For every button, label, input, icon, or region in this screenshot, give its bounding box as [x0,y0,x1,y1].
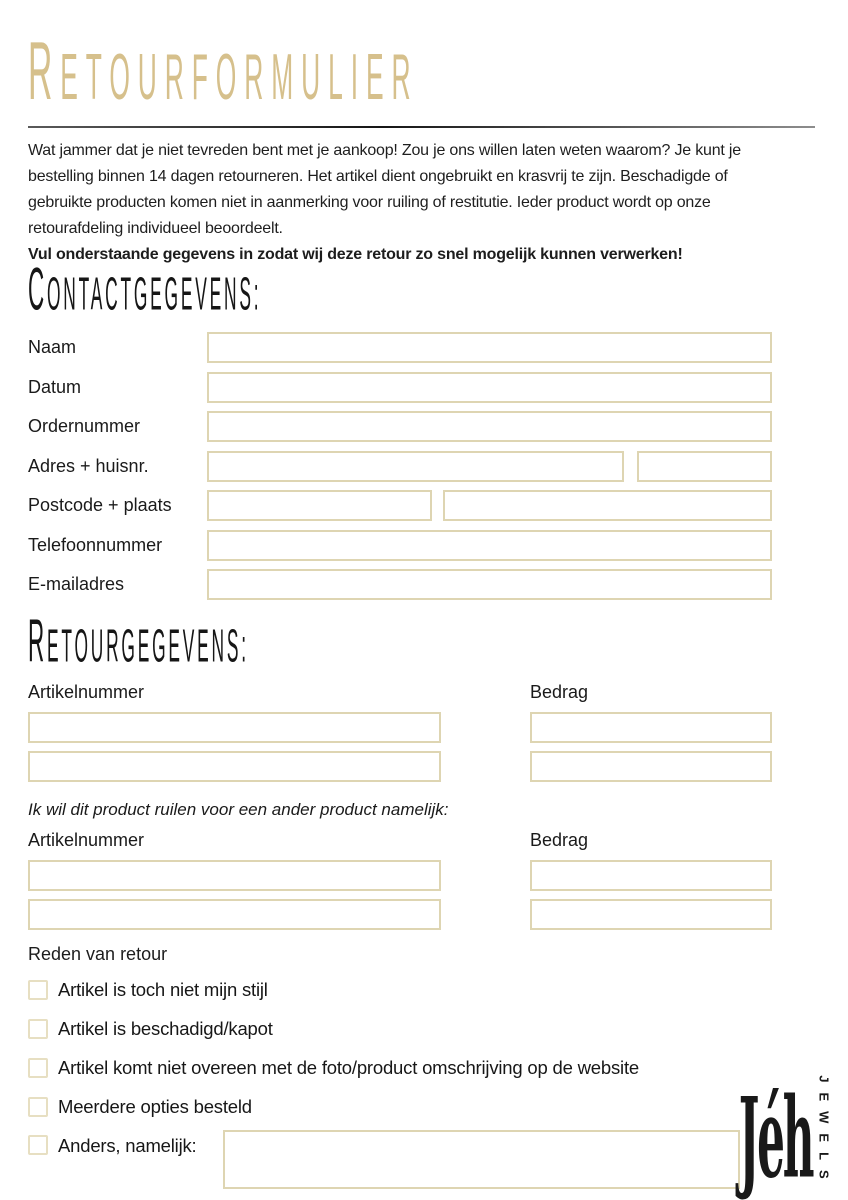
bedrag-2-input[interactable] [530,751,772,782]
jeh-jewels-logo [681,1070,834,1200]
intro-bold-paragraph: Vul onderstaande gegevens in zodat wij deze retour zo snel mogelijk kunnen verwerken! [28,246,683,263]
retour-section-heading-wrap [28,609,820,675]
title-divider [28,126,815,128]
telefoon-label: Telefoonnummer [28,534,163,555]
postcode-label: Postcode + plaats [28,495,172,515]
naam-input[interactable] [207,332,772,363]
email-label: E-mailadres [28,574,125,594]
reason-checkbox-beschadigd[interactable] [28,1019,48,1039]
exchange-items-labels [28,830,772,852]
return-items-labels [28,682,772,704]
exchange-artikelnummer-2-input[interactable] [28,899,441,930]
reason-row-beschadigd [28,1013,820,1044]
artikelnummer-2-input[interactable] [28,751,441,782]
ordernummer-label: Ordernummer [28,416,141,436]
postcode-input[interactable] [207,490,432,521]
reason-label-beschadigd: Artikel is beschadigd/kapot [58,1017,273,1039]
return-item-row-2 [28,751,772,782]
exchange-bedrag-label: Bedrag [530,830,589,850]
form-row-ordernummer [28,411,772,442]
exchange-bedrag-1-input[interactable] [530,860,772,891]
huisnummer-input[interactable] [637,451,772,482]
jewels-vertical-wordmark: JEWELS [816,1075,832,1189]
anders-namelijk-input[interactable] [223,1130,740,1189]
reason-checkbox-stijl[interactable] [28,980,48,1000]
artikelnummer-label: Artikelnummer [28,682,145,702]
page-title: RETOURFORMULIER [28,24,419,117]
exchange-item-row-2 [28,899,772,930]
bedrag-label: Bedrag [530,682,589,702]
contact-form [28,332,772,600]
form-row-postcode [28,490,772,521]
reason-checkbox-meerdere[interactable] [28,1097,48,1117]
brand-wordmark: Jéh [738,1074,812,1200]
return-item-row-1 [28,712,772,743]
adres-input[interactable] [207,451,624,482]
reason-checkbox-foto[interactable] [28,1058,48,1078]
form-row-telefoon [28,530,772,561]
reason-label-meerdere: Meerdere opties besteld [58,1095,252,1117]
naam-label: Naam [28,337,77,357]
reason-label-anders: Anders, namelijk: [58,1135,197,1156]
jewels-vertical-wordmark-wrap [814,1072,834,1192]
exchange-artikelnummer-1-input[interactable] [28,860,441,891]
reason-label-foto: Artikel komt niet overeen met de foto/product omschrijving op de website [58,1056,639,1078]
exchange-artikelnummer-label: Artikelnummer [28,830,145,850]
artikelnummer-1-input[interactable] [28,712,441,743]
form-row-email [28,569,772,600]
telefoon-input[interactable] [207,530,772,561]
email-input[interactable] [207,569,772,600]
intro-paragraph: Wat jammer dat je niet tevreden bent met je aankoop! Zou je ons willen laten weten waarom? Je kunt je bestelling binnen 14 dagen retourneren. Het artikel dient ongebruikt en krasvrij te zijn. Beschadigde of gebruikte producten komen niet in aanmerking voor ruiling of restitutie. Ieder product wordt op onze retourafdeling individueel beoordeelt. [28,142,741,237]
reason-checkbox-anders[interactable] [28,1135,48,1155]
reason-label-stijl: Artikel is toch niet mijn stijl [58,978,268,1000]
exchange-item-row-1 [28,860,772,891]
plaats-input[interactable] [443,490,772,521]
ordernummer-input[interactable] [207,411,772,442]
bedrag-1-input[interactable] [530,712,772,743]
reason-heading: Reden van retour [28,944,168,964]
contact-section-heading-wrap [28,257,820,323]
reason-row-stijl [28,974,820,1005]
page-title-wrap [28,24,820,117]
contact-section-heading: CONTACTGEGEVENS: [28,257,262,323]
datum-input[interactable] [207,372,772,403]
retour-section-heading: RETOURGEGEVENS: [28,609,249,675]
datum-label: Datum [28,376,82,397]
form-row-naam [28,332,772,363]
form-row-datum [28,372,772,403]
adres-label: Adres + huisnr. [28,455,149,476]
form-row-adres [28,451,772,482]
exchange-bedrag-2-input[interactable] [530,899,772,930]
exchange-note: Ik wil dit product ruilen voor een ander product namelijk: [28,800,449,819]
